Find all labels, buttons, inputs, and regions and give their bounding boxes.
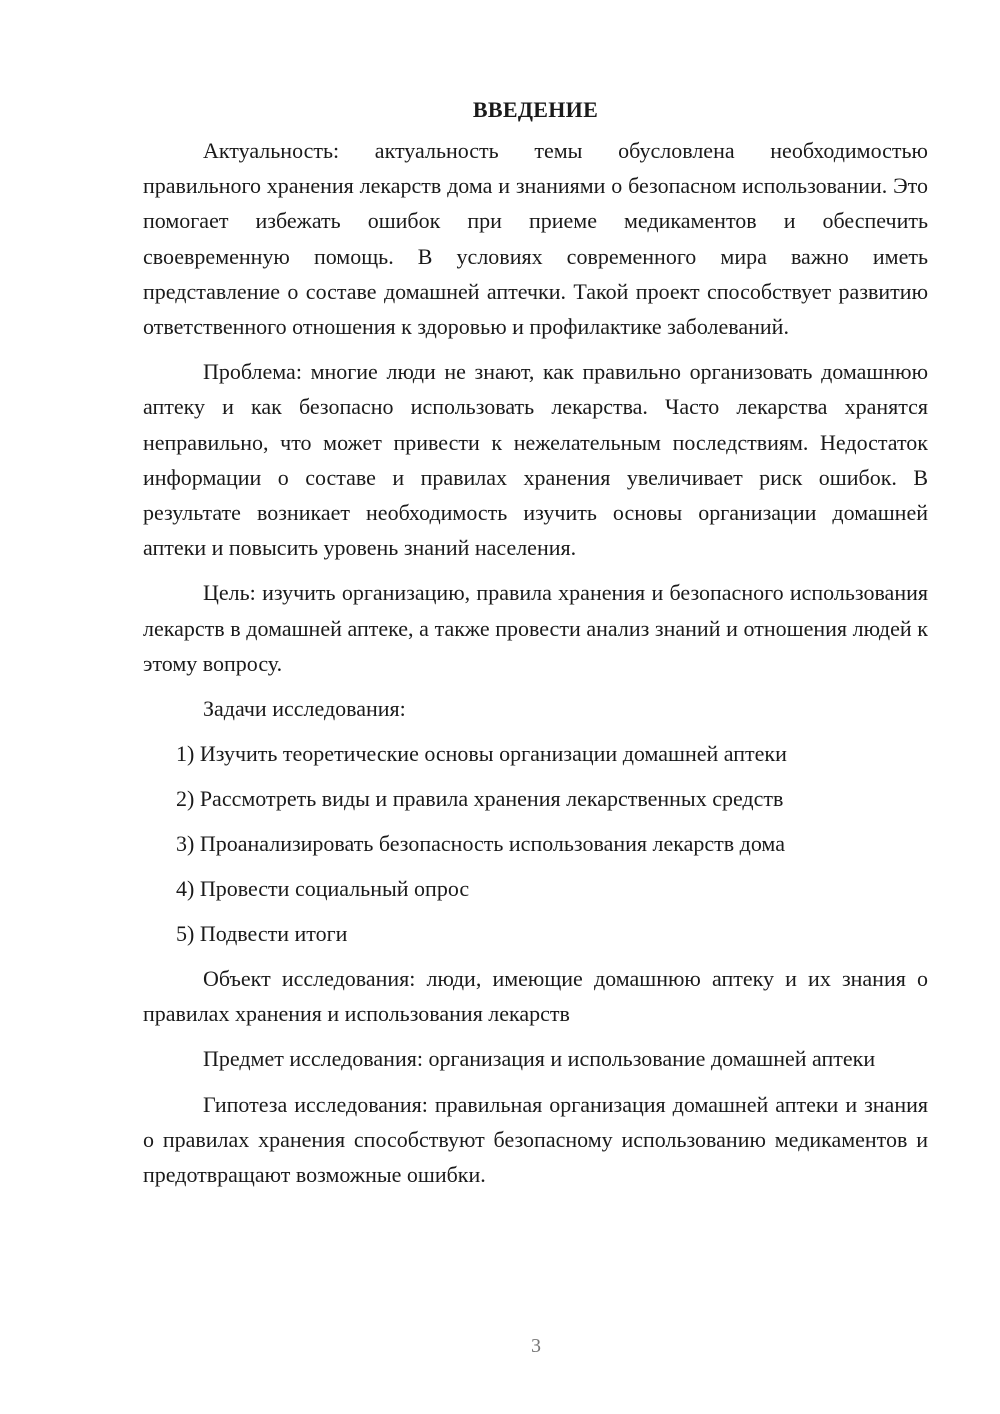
hypothesis-paragraph: Гипотеза исследования: правильная организация домашней аптеки и знания о правилах хранения способствуют безопасному использованию медикаментов и предотвращают возможные ошибки. bbox=[143, 1091, 928, 1188]
subject-paragraph: Предмет исследования: организация и использование домашней аптеки bbox=[203, 1046, 876, 1072]
task-item: 1) Изучить теоретические основы организации домашней аптеки bbox=[176, 741, 787, 767]
page-number: 3 bbox=[531, 1335, 541, 1357]
task-item: 2) Рассмотреть виды и правила хранения лекарственных средств bbox=[176, 786, 784, 812]
object-paragraph: Объект исследования: люди, имеющие домашнюю аптеку и их знания о правилах хранения и использования лекарств bbox=[143, 966, 928, 1027]
problem-paragraph: Проблема: многие люди не знают, как правильно организовать домашнюю аптеку и как безопасно использовать лекарства. Часто лекарства хранятся неправильно, что может привести к нежелательным последствиям. Недостаток информации о составе и правилах хранения увеличивает риск ошибок. В результате возникает необходимость изучить основы организации домашней аптеки и повысить уровень знаний населения. bbox=[143, 359, 928, 561]
task-item: 3) Проанализировать безопасность использования лекарств дома bbox=[176, 831, 785, 857]
goal-paragraph: Цель: изучить организацию, правила хранения и безопасного использования лекарств в домашней аптеке, а также провести анализ знаний и отношения людей к этому вопросу. bbox=[143, 580, 928, 676]
relevance-paragraph: Актуальность: актуальность темы обусловлена необходимостью правильного хранения лекарств дома и знаниями о безопасном использовании. Это помогает избежать ошибок при приеме медикаментов и обеспечить своевременную помощь. В условиях современного мира важно иметь представление о составе домашней аптечки. Такой проект способствует развитию ответственного отношения к здоровью и профилактике заболеваний. bbox=[143, 138, 928, 340]
tasks-title: Задачи исследования: bbox=[203, 696, 406, 722]
task-item: 5) Подвести итоги bbox=[176, 921, 348, 947]
document-page bbox=[143, 92, 928, 1202]
task-item: 4) Провести социальный опрос bbox=[176, 876, 470, 902]
page-title: ВВЕДЕНИЕ bbox=[472, 97, 599, 122]
tasks-list bbox=[143, 736, 928, 951]
